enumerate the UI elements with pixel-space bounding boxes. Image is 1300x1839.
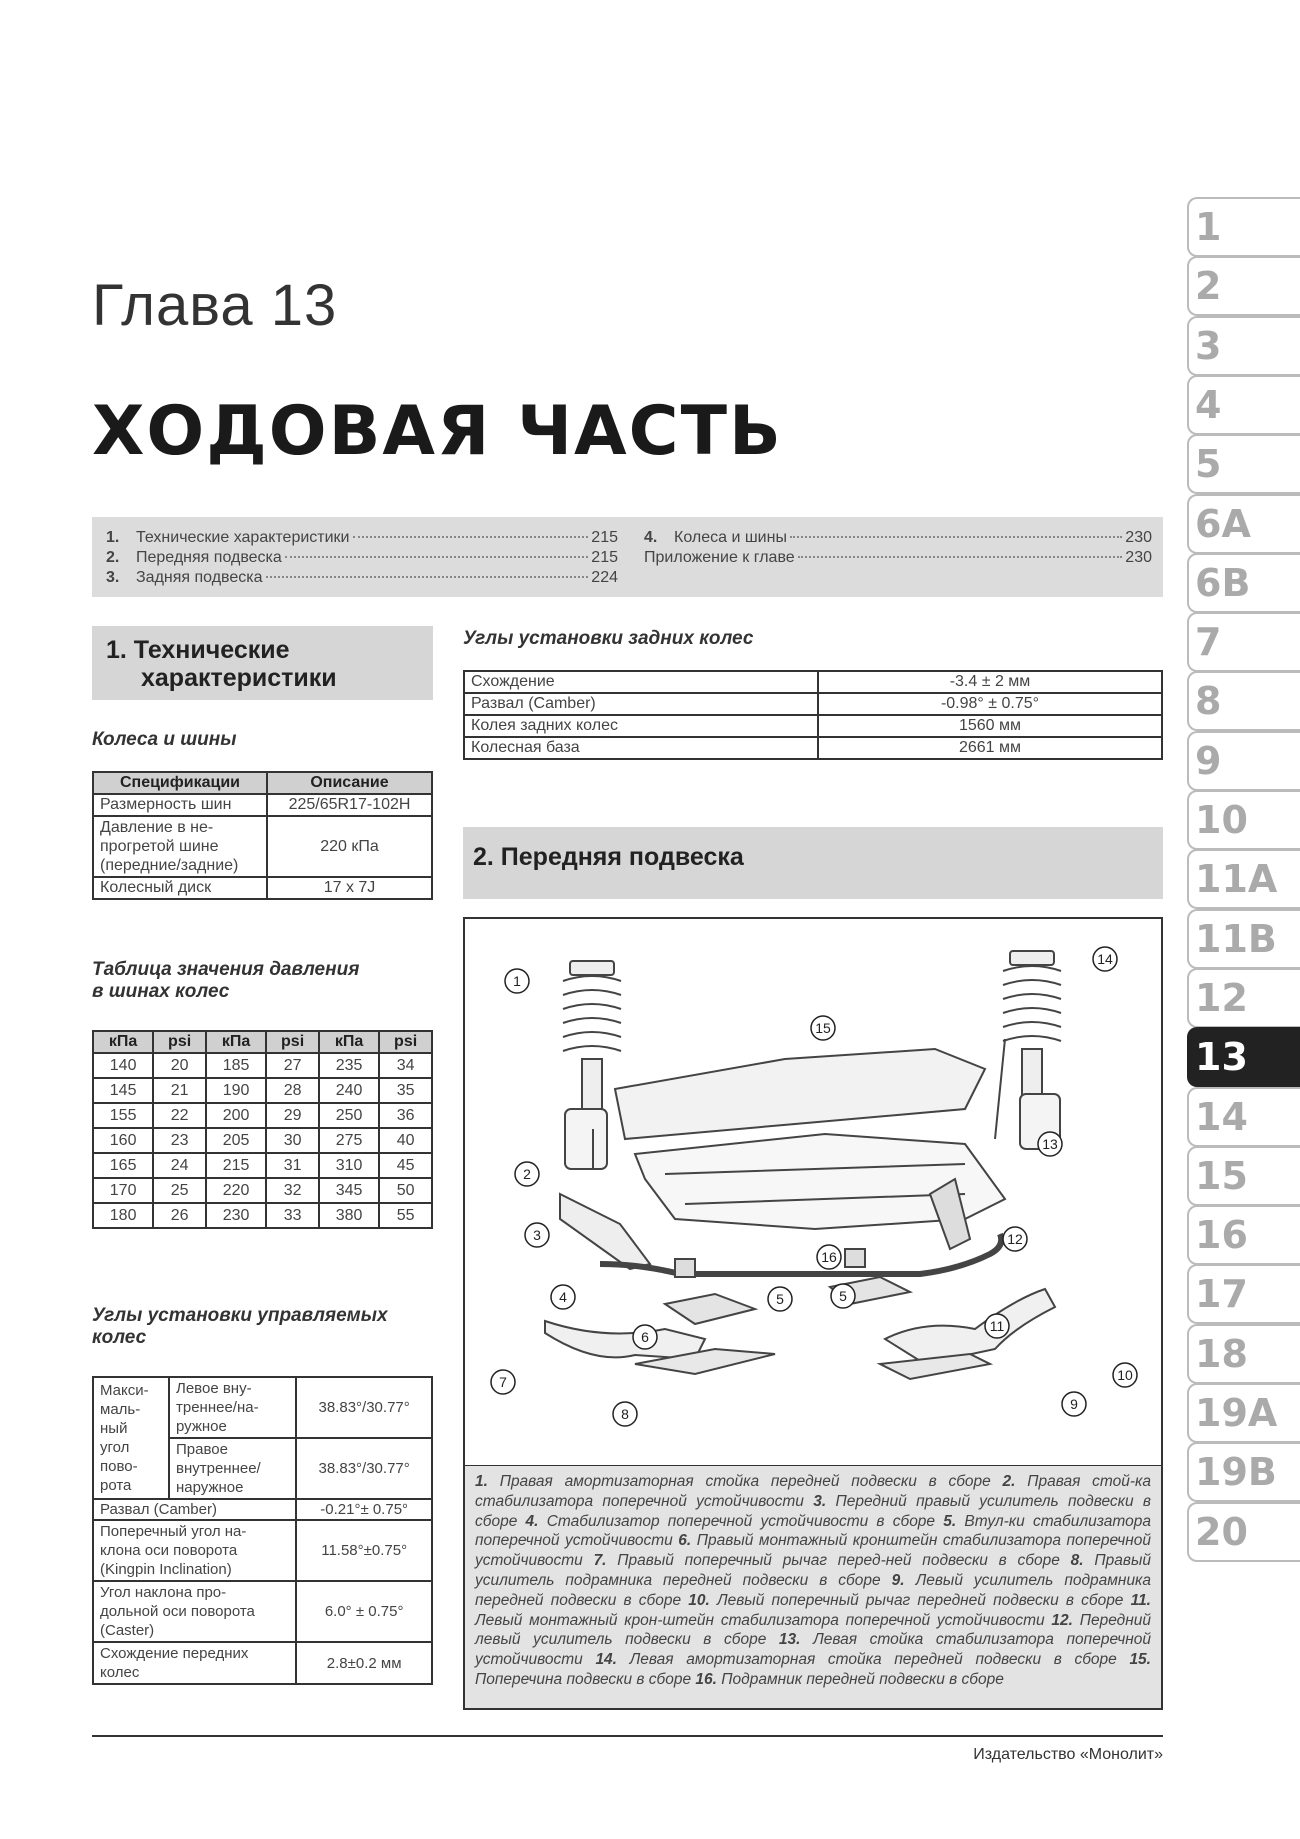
callout-14-label: 14 — [1097, 951, 1113, 967]
pressure-header-cell: кПа — [319, 1031, 379, 1053]
table-cell: 26 — [153, 1203, 206, 1228]
table-cell: 25 — [153, 1178, 206, 1203]
table-of-contents — [92, 517, 1163, 597]
caption-number: 11. — [1130, 1591, 1151, 1609]
chapter-tab-10[interactable]: 10 — [1187, 790, 1300, 850]
callout-11-label: 11 — [989, 1318, 1005, 1334]
callout-5b-label: 5 — [839, 1288, 847, 1304]
table-cell: 36 — [379, 1103, 432, 1128]
caption-text: Подрамник передней подвески в сборе — [716, 1670, 1004, 1688]
table-cell: 185 — [206, 1053, 266, 1078]
table-cell: Схождение — [464, 671, 818, 693]
toc-item-page: 215 — [591, 529, 618, 546]
chapter-tab-6a[interactable]: 6A — [1187, 494, 1300, 554]
crossmember — [615, 1049, 985, 1139]
caption-number: 16. — [695, 1670, 717, 1688]
table-cell: Левое вну- треннее/на- ружное — [169, 1377, 296, 1438]
table-cell: 200 — [206, 1103, 266, 1128]
table-row — [93, 1520, 432, 1581]
chapter-tab-4[interactable]: 4 — [1187, 375, 1300, 435]
table-cell: 22 — [153, 1103, 206, 1128]
steer-heading-line1: Углы установки управляемых — [92, 1305, 388, 1326]
toc-dots — [798, 556, 1123, 558]
caption-text: Левый монтажный крон-штейн стабилизатора поперечной устойчивости — [475, 1611, 1052, 1629]
toc-item-number: 4. — [644, 529, 658, 546]
table-row — [93, 1078, 432, 1103]
callout-8-label: 8 — [621, 1406, 629, 1422]
pressure-header-cell: psi — [153, 1031, 206, 1053]
table-row — [93, 1499, 432, 1520]
caption-number: 6. — [678, 1532, 692, 1550]
chapter-tab-15[interactable]: 15 — [1187, 1146, 1300, 1206]
table-cell: 28 — [266, 1078, 319, 1103]
chapter-tab-17[interactable]: 17 — [1187, 1264, 1300, 1324]
table-cell: 21 — [153, 1078, 206, 1103]
table-cell: 40 — [379, 1128, 432, 1153]
toc-dots — [266, 576, 589, 578]
chapter-tab-13[interactable]: 13 — [1187, 1027, 1300, 1087]
table-cell: 165 — [93, 1153, 153, 1178]
toc-item-title: Задняя подвеска — [136, 569, 263, 586]
section-2-heading: 2. Передняя подвеска — [463, 827, 1163, 899]
chapter-tab-2[interactable]: 2 — [1187, 256, 1300, 316]
chapter-tab-1[interactable]: 1 — [1187, 197, 1300, 257]
toc-item[interactable] — [644, 529, 1152, 547]
chapter-tab-5[interactable]: 5 — [1187, 434, 1300, 494]
table-cell: 275 — [319, 1128, 379, 1153]
callout-6-label: 6 — [641, 1329, 649, 1345]
callout-16-label: 16 — [821, 1249, 837, 1265]
wheels-heading: Колеса и шины — [92, 729, 237, 750]
steer-heading-line2: колес — [92, 1327, 147, 1348]
callout-7-label: 7 — [499, 1374, 507, 1390]
table-row — [93, 1053, 432, 1078]
table-cell: 27 — [266, 1053, 319, 1078]
table-cell: 23 — [153, 1128, 206, 1153]
chapter-tab-19a[interactable]: 19A — [1187, 1383, 1300, 1443]
table-header-row — [93, 1031, 432, 1053]
table-cell: Размерность шин — [93, 794, 267, 816]
table-cell: 6.0° ± 0.75° — [296, 1581, 432, 1642]
toc-item-page: 230 — [1125, 549, 1152, 566]
caption-number: 9. — [891, 1571, 905, 1589]
pressure-heading-line2: в шинах колес — [92, 981, 230, 1002]
callout-1-label: 1 — [513, 973, 521, 989]
callout-13-label: 13 — [1042, 1136, 1058, 1152]
caption-number: 1. — [475, 1473, 488, 1490]
table-row — [93, 794, 432, 816]
table-cell: 230 — [206, 1203, 266, 1228]
caption-number: 12. — [1051, 1611, 1073, 1629]
chapter-tab-8[interactable]: 8 — [1187, 671, 1300, 731]
callout-9-label: 9 — [1070, 1396, 1078, 1412]
section-1-heading — [92, 626, 433, 700]
pressure-heading-line1: Таблица значения давления — [92, 959, 360, 980]
table-cell: Схождение передних колес — [93, 1642, 296, 1684]
table-cell: Давление в не- прогретой шине (передние/задние) — [93, 816, 267, 877]
table-row — [93, 1642, 432, 1684]
table-row — [464, 737, 1162, 759]
chapter-tab-11a[interactable]: 11A — [1187, 849, 1300, 909]
table-cell: 35 — [379, 1078, 432, 1103]
caption-text: Правая амортизаторная стойка передней подвески в сборе — [487, 1473, 1003, 1490]
table-row — [464, 671, 1162, 693]
toc-item[interactable] — [644, 549, 1152, 567]
publisher-name: Издательство «Монолит» — [973, 1746, 1163, 1763]
table-cell: Колесный диск — [93, 877, 267, 899]
table-row — [464, 693, 1162, 715]
table-row — [93, 1103, 432, 1128]
caption-text: Левая амортизаторная стойка передней подвески в сборе — [617, 1651, 1130, 1669]
chapter-tab-20[interactable]: 20 — [1187, 1502, 1300, 1562]
callout-15-label: 15 — [815, 1020, 831, 1036]
table-cell: Развал (Camber) — [464, 693, 818, 715]
table-row — [93, 877, 432, 899]
table-cell: 30 — [266, 1128, 319, 1153]
chapter-tab-9[interactable]: 9 — [1187, 731, 1300, 791]
table-cell: Поперечный угол на- клона оси поворота (Kingpin Inclination) — [93, 1520, 296, 1581]
table-cell: Угол наклона про- дольной оси поворота (Caster) — [93, 1581, 296, 1642]
table-cell: 140 — [93, 1053, 153, 1078]
chapter-tab-18[interactable]: 18 — [1187, 1324, 1300, 1384]
table-cell: 220 — [206, 1178, 266, 1203]
caption-number: 5. — [943, 1512, 957, 1530]
caption-number: 3. — [813, 1492, 827, 1510]
toc-item-page: 215 — [591, 549, 618, 566]
table-cell: 2661 мм — [818, 737, 1162, 759]
caption-number: 10. — [688, 1591, 710, 1609]
chapter-tab-19b[interactable]: 19B — [1187, 1442, 1300, 1502]
toc-item-page: 230 — [1125, 529, 1152, 546]
table-cell: 34 — [379, 1053, 432, 1078]
callout-4-label: 4 — [559, 1289, 567, 1305]
rear-angles-heading: Углы установки задних колес — [463, 628, 754, 649]
toc-item-title: Приложение к главе — [644, 549, 795, 566]
table-cell: 50 — [379, 1178, 432, 1203]
table-cell: -0.98° ± 0.75° — [818, 693, 1162, 715]
table-cell: 45 — [379, 1153, 432, 1178]
toc-dots — [285, 556, 588, 558]
chapter-tab-16[interactable]: 16 — [1187, 1205, 1300, 1265]
table-cell: 345 — [319, 1178, 379, 1203]
table-row — [93, 1128, 432, 1153]
diagram-caption — [463, 1466, 1163, 1710]
rear-angles-table — [463, 670, 1163, 760]
table-cell: 180 — [93, 1203, 153, 1228]
toc-item-number: 3. — [106, 569, 120, 586]
table-cell: 32 — [266, 1178, 319, 1203]
caption-text: Поперечина подвески в сборе — [475, 1670, 696, 1688]
steer-table — [92, 1376, 433, 1685]
caption-text: Левый усилитель подрамника передней подвески в сборе — [475, 1571, 1151, 1609]
table-cell: -3.4 ± 2 мм — [818, 671, 1162, 693]
table-cell: 215 — [206, 1153, 266, 1178]
caption-number: 13. — [778, 1631, 801, 1649]
caption-number: 15. — [1129, 1651, 1151, 1669]
table-cell: 190 — [206, 1078, 266, 1103]
caption-text: Передний левый усилитель подвески в сборе — [475, 1611, 1152, 1649]
table-cell: 155 — [93, 1103, 153, 1128]
table-row — [93, 1203, 432, 1228]
table-cell: 11.58°±0.75° — [296, 1520, 432, 1581]
toc-dots — [353, 536, 589, 538]
table-cell: 170 — [93, 1178, 153, 1203]
chapter-title: ХОДОВАЯ ЧАСТЬ — [92, 392, 783, 471]
table-cell: 220 кПа — [267, 816, 432, 877]
footer-divider — [92, 1735, 1163, 1737]
caption-text: Правый усилитель подрамника передней подвески в сборе — [475, 1552, 1151, 1589]
toc-item-title: Колеса и шины — [674, 529, 787, 546]
table-row — [464, 715, 1162, 737]
table-cell: 380 — [319, 1203, 379, 1228]
table-cell: 20 — [153, 1053, 206, 1078]
table-cell: Правое внутреннее/ наружное — [169, 1438, 296, 1499]
front-suspension-diagram — [463, 917, 1163, 1467]
pressure-header-cell: кПа — [206, 1031, 266, 1053]
caption-number: 14. — [595, 1651, 617, 1669]
toc-item[interactable] — [106, 549, 618, 567]
table-cell: 250 — [319, 1103, 379, 1128]
table-cell: Развал (Camber) — [93, 1499, 296, 1520]
toc-item-title: Технические характеристики — [136, 529, 350, 546]
table-cell: 1560 мм — [818, 715, 1162, 737]
table-row — [93, 1153, 432, 1178]
wheels-header-desc: Описание — [267, 772, 432, 794]
table-cell: Колея задних колес — [464, 715, 818, 737]
table-cell: 17 x 7J — [267, 877, 432, 899]
pressure-header-cell: psi — [266, 1031, 319, 1053]
table-cell: Макси- маль- ный угол пово- рота — [93, 1377, 169, 1499]
table-cell: 2.8±0.2 мм — [296, 1642, 432, 1684]
caption-text: Левый поперечный рычаг передней подвески в сборе — [709, 1591, 1131, 1609]
caption-number: 7. — [593, 1552, 607, 1570]
chapter-tab-14[interactable]: 14 — [1187, 1087, 1300, 1147]
wheels-table — [92, 771, 433, 900]
suspension-illustration — [465, 919, 1161, 1465]
chapter-tab-11b[interactable]: 11B — [1187, 909, 1300, 969]
chapter-tab-7[interactable]: 7 — [1187, 612, 1300, 672]
table-cell: Колесная база — [464, 737, 818, 759]
toc-item[interactable] — [106, 529, 618, 547]
pressure-header-cell: psi — [379, 1031, 432, 1053]
callout-10-label: 10 — [1117, 1367, 1133, 1383]
caption-number: 2. — [1002, 1473, 1016, 1490]
chapter-tab-6b[interactable]: 6B — [1187, 553, 1300, 613]
table-row — [93, 1581, 432, 1642]
chapter-label: Глава 13 — [92, 273, 338, 338]
table-cell: 235 — [319, 1053, 379, 1078]
caption-text: Правый монтажный кронштейн стабилизатора поперечной устойчивости — [475, 1532, 1151, 1570]
section-1-title-line1: 1. Технические — [106, 636, 290, 664]
toc-item[interactable] — [106, 569, 618, 587]
toc-item-number: 2. — [106, 549, 120, 566]
caption-text: Левая стойка стабилизатора поперечной устойчивости — [475, 1631, 1151, 1669]
toc-item-number: 1. — [106, 529, 120, 546]
table-cell: 38.83°/30.77° — [296, 1438, 432, 1499]
callout-2-label: 2 — [523, 1166, 531, 1182]
table-cell: 205 — [206, 1128, 266, 1153]
table-cell: 225/65R17-102H — [267, 794, 432, 816]
table-cell: 55 — [379, 1203, 432, 1228]
left-strut-assembly — [1003, 951, 1061, 1149]
chapter-tab-3[interactable]: 3 — [1187, 316, 1300, 376]
toc-item-title: Передняя подвеска — [136, 549, 282, 566]
chapter-tab-12[interactable]: 12 — [1187, 968, 1300, 1028]
caption-text: Правый поперечный рычаг перед-ней подвески в сборе — [606, 1552, 1071, 1570]
table-cell: 160 — [93, 1128, 153, 1153]
table-cell: 33 — [266, 1203, 319, 1228]
callout-3-label: 3 — [533, 1227, 541, 1243]
pressure-header-cell: кПа — [93, 1031, 153, 1053]
caption-text: Передний правый усилитель подвески в сборе — [475, 1492, 1151, 1530]
wheels-header-spec: Спецификации — [93, 772, 267, 794]
table-row — [93, 1377, 432, 1438]
toc-dots — [790, 536, 1122, 538]
section-1-title-line2: характеристики — [141, 664, 337, 692]
table-cell: 29 — [266, 1103, 319, 1128]
pressure-table — [92, 1030, 433, 1229]
table-cell: 24 — [153, 1153, 206, 1178]
caption-text: Стабилизатор поперечной устойчивости в сборе — [538, 1512, 944, 1530]
callout-5a-label: 5 — [776, 1291, 784, 1307]
table-cell: 31 — [266, 1153, 319, 1178]
pressure-heading — [92, 959, 359, 1003]
toc-item-page: 224 — [591, 569, 618, 586]
table-row — [93, 1178, 432, 1203]
table-cell: 310 — [319, 1153, 379, 1178]
steer-heading — [92, 1305, 388, 1349]
caption-text: Правая стой-ка стабилизатора поперечной устойчивости — [475, 1473, 1151, 1510]
caption-text: Втул-ки стабилизатора поперечной устойчивости — [475, 1512, 1152, 1550]
caption-number: 8. — [1070, 1552, 1084, 1570]
table-row — [93, 816, 432, 877]
callout-12-label: 12 — [1007, 1231, 1023, 1247]
table-cell: -0.21°± 0.75° — [296, 1499, 432, 1520]
table-cell: 38.83°/30.77° — [296, 1377, 432, 1438]
table-cell: 240 — [319, 1078, 379, 1103]
caption-number: 4. — [525, 1512, 539, 1530]
table-cell: 145 — [93, 1078, 153, 1103]
